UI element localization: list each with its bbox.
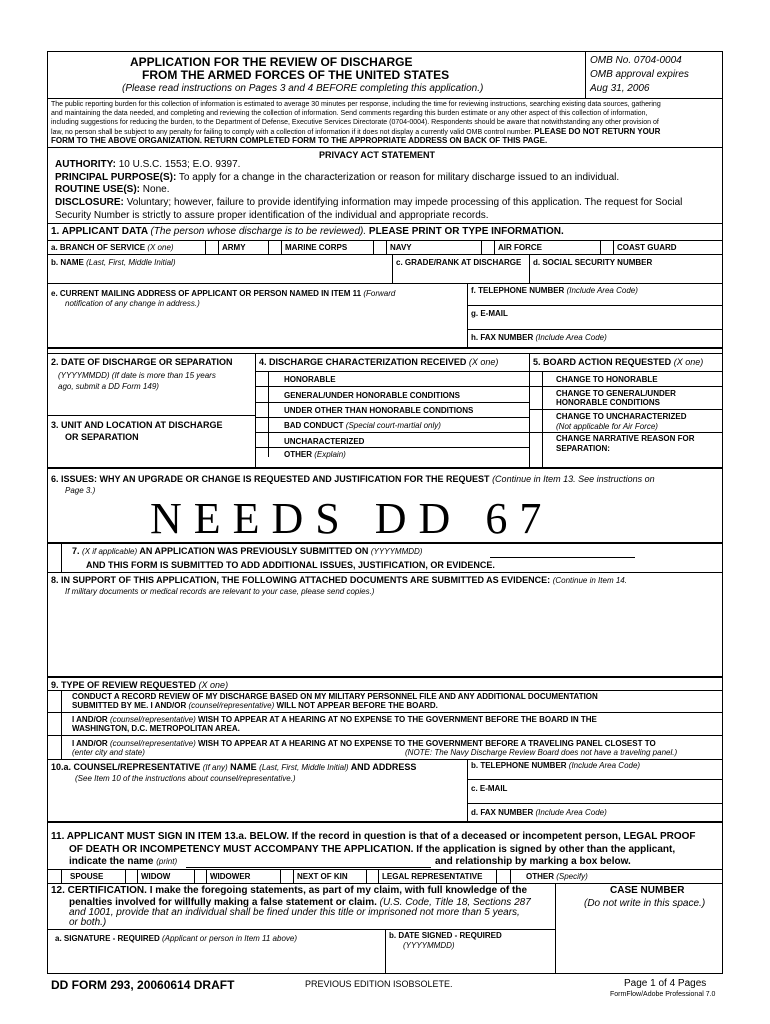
action-narrative-line2: SEPARATION: (556, 444, 610, 453)
rel-other[interactable]: OTHER (Specify) (526, 872, 588, 881)
burden-line4: law, no person shall be subject to any penalty for failing to comply with a collection of information if it does not display a currently valid OMB control number. PLEASE DO NOT RETURN YOUR (51, 127, 661, 136)
section4-title: 4. DISCHARGE CHARACTERIZATION RECEIVED (X one) (259, 357, 499, 367)
case-number-label: CASE NUMBER (610, 885, 685, 896)
certification-line2: penalties involved for willfully making a false statement or claim. (U.S. Code, Title 18, Sections 287 (69, 897, 531, 908)
relative-name-field[interactable] (186, 867, 431, 868)
burden-line2: and maintaining the data needed, and completing and reviewing the collection of information. Send comments regarding this burden estimate or any other aspect of this collection of information, (51, 110, 648, 117)
omb-approval: OMB approval expires (590, 69, 689, 80)
review-navy-note: (NOTE: The Navy Discharge Review Board does not have a traveling panel.) (405, 748, 678, 757)
char-under-other[interactable]: UNDER OTHER THAN HONORABLE CONDITIONS (284, 406, 474, 415)
action-uncharacterized[interactable]: CHANGE TO UNCHARACTERIZED (556, 412, 687, 421)
certification-line1: 12. CERTIFICATION. I make the foregoing statements, as part of my claim, with full knowledge of the (51, 885, 528, 896)
burden-line5: FORM TO THE ABOVE ORGANIZATION. RETURN COMPLETED FORM TO THE APPROPRIATE ADDRESS ON BACK OF THIS PAGE. (51, 136, 548, 145)
date-signed-format: (YYYYMMDD) (403, 941, 455, 950)
section6-title: 6. ISSUES: WHY AN UPGRADE OR CHANGE IS REQUESTED AND JUSTIFICATION FOR THE REQUEST (Continue in Item 13. See instructions on (51, 474, 655, 484)
case-number-note: (Do not write in this space.) (584, 898, 706, 909)
section7-line1[interactable]: 7. (X if applicable) AN APPLICATION WAS PREVIOUSLY SUBMITTED ON (YYYYMMDD) (72, 546, 423, 556)
telephone-label: f. TELEPHONE NUMBER (Include Area Code) (471, 286, 638, 295)
counsel-label: 10.a. COUNSEL/REPRESENTATIVE (If any) NAME (Last, First, Middle Initial) AND ADDRESS (51, 762, 417, 772)
disclosure-line2: Security Number is strictly to assure proper identification of the individual and appropriate records. (55, 210, 489, 221)
rel-widower[interactable]: WIDOWER (210, 872, 251, 881)
branch-coast-guard[interactable]: COAST GUARD (617, 243, 677, 252)
section11-line1: 11. APPLICANT MUST SIGN IN ITEM 13.a. BELOW. If the record in question is that of a deceased or incompetent person, LEGAL PROOF (51, 831, 696, 842)
char-general[interactable]: GENERAL/UNDER HONORABLE CONDITIONS (284, 391, 461, 400)
omb-number: OMB No. 0704-0004 (590, 55, 682, 66)
purpose-line: PRINCIPAL PURPOSE(S): To apply for a change in the characterization or reason for military discharge issued to an individual. (55, 172, 620, 183)
date-signed-label: b. DATE SIGNED - REQUIRED (389, 931, 502, 940)
section5-title: 5. BOARD ACTION REQUESTED (X one) (533, 357, 704, 367)
email-label: g. E-MAIL (471, 309, 508, 318)
char-other[interactable]: OTHER (Explain) (284, 450, 346, 459)
section2-note1: (YYYYMMDD) (If date is more than 15 years (58, 371, 216, 380)
section1-title: 1. APPLICANT DATA (The person whose discharge is to be reviewed). PLEASE PRINT OR TYPE INFORMATION. (51, 226, 564, 237)
review-city-state: (enter city and state) (72, 748, 145, 757)
ssn-label: d. SOCIAL SECURITY NUMBER (533, 258, 653, 267)
name-label: b. NAME (Last, First, Middle Initial) (51, 258, 176, 267)
branch-air-force[interactable]: AIR FORCE (498, 243, 542, 252)
section9-title: 9. TYPE OF REVIEW REQUESTED (X one) (51, 680, 229, 690)
section2-note2: ago, submit a DD Form 149) (58, 382, 159, 391)
branch-army[interactable]: ARMY (222, 243, 246, 252)
section11-line3b: and relationship by marking a box below. (435, 856, 631, 867)
char-uncharacterized[interactable]: UNCHARACTERIZED (284, 437, 365, 446)
branch-label: a. BRANCH OF SERVICE (X one) (51, 243, 174, 252)
action-narrative[interactable]: CHANGE NARRATIVE REASON FOR (556, 434, 695, 443)
char-honorable[interactable]: HONORABLE (284, 375, 336, 384)
mailing-address-note: notification of any change in address.) (65, 299, 200, 308)
review-record-line2: SUBMITTED BY ME. I AND/OR (counsel/representative) WILL NOT APPEAR BEFORE THE BOARD. (72, 701, 438, 710)
action-honorable[interactable]: CHANGE TO HONORABLE (556, 375, 658, 384)
char-bad-conduct[interactable]: BAD CONDUCT (Special court-martial only) (284, 421, 441, 430)
section8-note: If military documents or medical records are relevant to your case, please send copies.) (65, 587, 375, 596)
action-uncharacterized-note: (Not applicable for Air Force) (556, 422, 658, 431)
review-record[interactable]: CONDUCT A RECORD REVIEW OF MY DISCHARGE BASED ON MY MILITARY PERSONNEL FILE AND ANY ADDITIONAL DOCUMENTATION (72, 692, 598, 701)
section7-date-field[interactable] (490, 557, 635, 558)
instructions-note: (Please read instructions on Pages 3 and 4 BEFORE completing this application.) (122, 83, 484, 94)
form-title-line1: APPLICATION FOR THE REVIEW OF DISCHARGE (130, 55, 413, 69)
counsel-email-label: c. E-MAIL (471, 784, 508, 793)
page-number: Page 1 of 4 Pages (624, 978, 707, 989)
counsel-telephone-label: b. TELEPHONE NUMBER (Include Area Code) (471, 761, 641, 770)
counsel-note: (See Item 10 of the instructions about counsel/representative.) (75, 774, 296, 783)
action-general-line2: HONORABLE CONDITIONS (556, 398, 660, 407)
review-dc-hearing-line2: WASHINGTON, D.C. METROPOLITAN AREA. (72, 724, 240, 733)
privacy-heading: PRIVACY ACT STATEMENT (319, 150, 436, 160)
counsel-fax-label: d. FAX NUMBER (Include Area Code) (471, 808, 607, 817)
review-traveling-panel[interactable]: I AND/OR (counsel/representative) WISH TO APPEAR AT A HEARING AT NO EXPENSE TO THE GOVERNMENT BEFORE A TRAVELING PANEL CLOSEST TO (72, 739, 656, 748)
fax-label: h. FAX NUMBER (Include Area Code) (471, 333, 607, 342)
section11-line2: OF DEATH OR INCOMPETENCY MUST ACCOMPANY THE APPLICATION. If the application is signed by other than the applicant, (69, 844, 676, 855)
burden-line3: including suggestions for reducing the burden, to the Department of Defense, Executive Services Directorate (0704-0004). Respondents should be aware that notwithstanding any other provision of (51, 119, 659, 126)
section2-title: 2. DATE OF DISCHARGE OR SEPARATION (51, 357, 233, 367)
section7-line2: AND THIS FORM IS SUBMITTED TO ADD ADDITIONAL ISSUES, JUSTIFICATION, OR EVIDENCE. (86, 560, 495, 570)
branch-marine-corps[interactable]: MARINE CORPS (285, 243, 348, 252)
section3-line1: 3. UNIT AND LOCATION AT DISCHARGE (51, 420, 223, 430)
section6-note2: Page 3.) (65, 486, 96, 495)
certification-line3: and 1001, provide that an individual shall be fined under this title or imprisoned not more than 5 years, (69, 907, 520, 918)
rel-legal-representative[interactable]: LEGAL REPRESENTATIVE (382, 872, 483, 881)
section11-line3: indicate the name (print) (69, 856, 178, 867)
previous-edition: PREVIOUS EDITION ISOBSOLETE. (305, 979, 453, 989)
section8-title: 8. IN SUPPORT OF THIS APPLICATION, THE FOLLOWING ATTACHED DOCUMENTS ARE SUBMITTED AS EVIDENCE: (Continue in Item 14. (51, 575, 627, 585)
authority-line: AUTHORITY: 10 U.S.C. 1553; E.O. 9397. (55, 159, 241, 170)
software-credit: FormFlow/Adobe Professional 7.0 (610, 991, 716, 998)
signature-label: a. SIGNATURE - REQUIRED (Applicant or person in Item 11 above) (55, 934, 298, 943)
review-dc-hearing[interactable]: I AND/OR (counsel/representative) WISH TO APPEAR AT A HEARING AT NO EXPENSE TO THE GOVERNMENT BEFORE THE BOARD IN THE (72, 715, 597, 724)
disclosure-line: DISCLOSURE: Voluntary; however, failure to provide identifying information may impede processing of this application. The request for Social (55, 197, 683, 208)
rel-next-of-kin[interactable]: NEXT OF KIN (297, 872, 348, 881)
branch-navy[interactable]: NAVY (390, 243, 412, 252)
rel-widow[interactable]: WIDOW (141, 872, 171, 881)
section3-line2: OR SEPARATION (65, 432, 139, 442)
action-general[interactable]: CHANGE TO GENERAL/UNDER (556, 389, 676, 398)
needs-dd67-stamp: NEEDS DD 67 (150, 494, 554, 543)
rel-spouse[interactable]: SPOUSE (70, 872, 104, 881)
mailing-address-label: e. CURRENT MAILING ADDRESS OF APPLICANT OR PERSON NAMED IN ITEM 11 (Forward (51, 289, 396, 298)
form-number: DD FORM 293, 20060614 DRAFT (51, 978, 235, 992)
omb-date: Aug 31, 2006 (590, 83, 650, 94)
form-title-line2: FROM THE ARMED FORCES OF THE UNITED STATES (142, 68, 450, 82)
routine-line: ROUTINE USE(S): None. (55, 184, 170, 195)
burden-line1: The public reporting burden for this collection of information is estimated to average 30 minutes per response, including the time for reviewing instructions, searching existing data sources, gathering (51, 101, 661, 108)
grade-label: c. GRADE/RANK AT DISCHARGE (396, 258, 522, 267)
certification-line4: or both.) (69, 917, 107, 928)
